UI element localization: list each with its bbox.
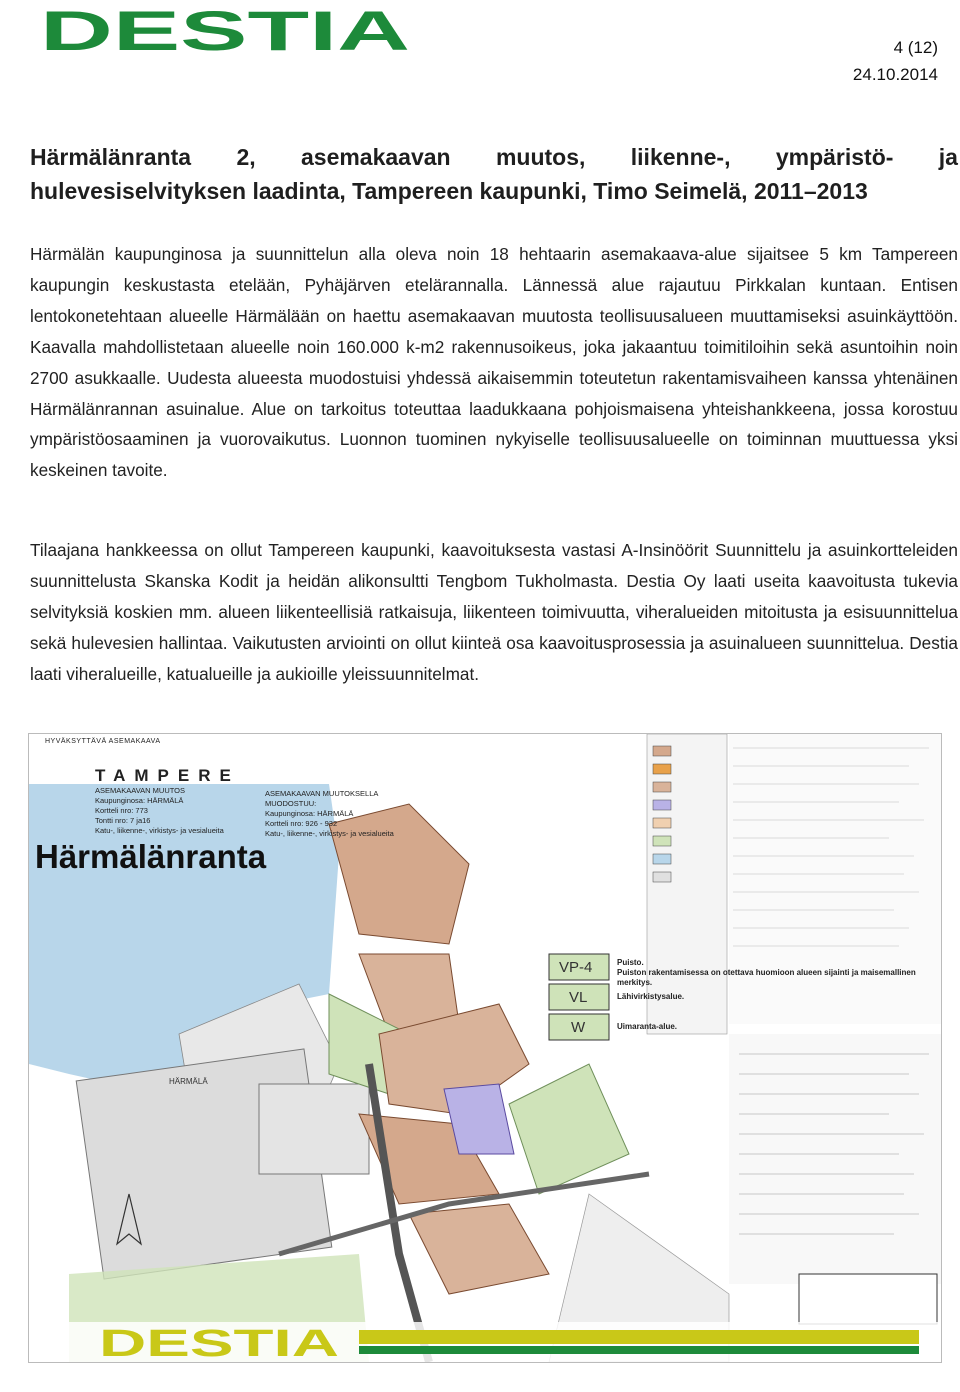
info-line: Kortteli nro: 773 <box>95 806 148 815</box>
page-date: 24.10.2014 <box>852 65 938 84</box>
zoning-map-image <box>28 733 942 1363</box>
legend-column <box>647 734 727 1034</box>
legend-lower <box>729 1034 941 1284</box>
map-info-right <box>265 789 394 839</box>
info-line: ASEMAKAAVAN MUUTOKSELLA <box>265 789 379 798</box>
park-area <box>509 1064 629 1194</box>
legend-code: VP-4 <box>559 959 593 976</box>
page-info <box>853 34 938 88</box>
info-line: Tontti nro: 7 ja16 <box>95 816 151 825</box>
legend-title: Puisto. <box>617 958 644 967</box>
map-info-left <box>95 786 224 836</box>
legend-code: W <box>571 1019 586 1036</box>
map-area-name: Härmälänranta <box>35 838 267 875</box>
legend-title: Uimaranta-alue. <box>617 1022 678 1031</box>
legend-entry-w <box>617 1022 677 1032</box>
legend-entry-vp4 <box>617 958 937 988</box>
map-header: HYVÄKSYTTÄVÄ ASEMAKAAVA <box>45 738 161 745</box>
factory-building <box>259 1084 369 1174</box>
title-word: liikenne-, <box>630 144 731 170</box>
info-line: Kortteli nro: 926 - 932 <box>265 819 338 828</box>
paragraph-project-description: Härmälän kaupunginosa ja suunnittelun alla oleva noin 18 hehtaarin asemakaava-alue sijaitsee 5 km Tampereen kaupungin keskustasta etelään, Pyhäjärven etelärannalla. Lännessä alue rajautuu Pirkkalan kuntaan. Entisen lentokonetehtaan alueelle Härmälään on haettu asemakaavan muutosta teollisuusalueen muuttamiseksi asuinkäyttöön. Kaavalla mahdollistetaan alueelle noin 160.000 k-m2 rakennusoikeus, joka jakaantuu toimitiloihin sekä asuntoihin noin 2700 asukkaalle. Uudesta alueesta muodostuisi yhdessä aikaisemmin toteutetun rakentamisvaiheen kanssa yhtenäinen Härmälänrannan asuinalue. Alue on tarkoitus toteuttaa laadukkaana pohjoismaisena yhteishankkeena, jossa korostuu ympäristöosaaminen ja vuorovaikutus. Luonnon tuominen nykyiselle teollisuusalueelle on toiminnan muuttuessa yksi keskeinen tavoite. <box>30 244 958 481</box>
legend-title: Lähivirkistysalue. <box>617 992 685 1001</box>
info-line: Katu-, liikenne-, virkistys- ja vesialueita <box>265 829 394 838</box>
destia-logo <box>40 6 412 52</box>
info-line: ASEMAKAAVAN MUUTOS <box>95 786 186 795</box>
info-line: Katu-, liikenne-, virkistys- ja vesialueita <box>95 826 224 835</box>
title-word: 2, <box>236 144 256 170</box>
residential-block <box>409 1204 549 1294</box>
district-label: HÄRMÄLÄ <box>169 1077 208 1086</box>
paragraph-project-parties: Tilaajana hankkeessa on ollut Tampereen kaupunki, kaavoituksesta vastasi A-Insinöörit Suunnittelu ja asuinkortteleiden suunnittelusta Skanska Kodit ja heidän alikonsultti Tengbom Tukholmasta. Destia Oy laati useita kaavoitusta tukevia selvityksiä koskien mm. alueen liikenteellisiä ratkaisuja, liikenteen toimivuutta, viheralueiden mitoitusta ja esisuunnittelua sekä hulevesien hallintaa. Vaikutusten arviointi on ollut kiinteä osa kaavoitusprosessia ja asuinalueen suunnittelua. Destia laati viheralueille, katualueille ja aukioille yleissuunnitelmat. <box>30 540 958 684</box>
logo-text: DESTIA <box>40 6 410 52</box>
title-word: Härmälänranta <box>30 144 192 170</box>
footer-stripe <box>359 1346 919 1354</box>
map-city: TAMPERE <box>95 766 240 785</box>
footer-logo: DESTIA <box>99 1323 339 1362</box>
title-word: muutos, <box>495 144 586 170</box>
title-word: asemakaavan <box>300 144 451 170</box>
info-line: Kaupunginosa: HÄRMÄLÄ <box>265 809 354 818</box>
info-line: MUODOSTUU: <box>265 799 317 808</box>
info-line: Kaupunginosa: HÄRMÄLÄ <box>95 796 184 805</box>
title-line-2: hulevesiselvityksen laadinta, Tampereen kaupunki, Timo Seimelä, 2011–2013 <box>30 178 868 204</box>
title-block <box>799 1274 937 1324</box>
title-line-1 <box>30 140 958 174</box>
title-word: ja <box>938 144 958 170</box>
page-number: 4 (12) <box>893 38 938 57</box>
legend-entry-vl <box>617 992 684 1002</box>
legend-desc: Puiston rakentamisessa on otettava huomioon alueen sijainti ja maisemallinen merkitys. <box>617 968 916 987</box>
title-word: ympäristö- <box>775 144 894 170</box>
document-title <box>30 140 958 208</box>
legend-code: VL <box>569 989 588 1006</box>
footer-stripe <box>359 1330 919 1344</box>
